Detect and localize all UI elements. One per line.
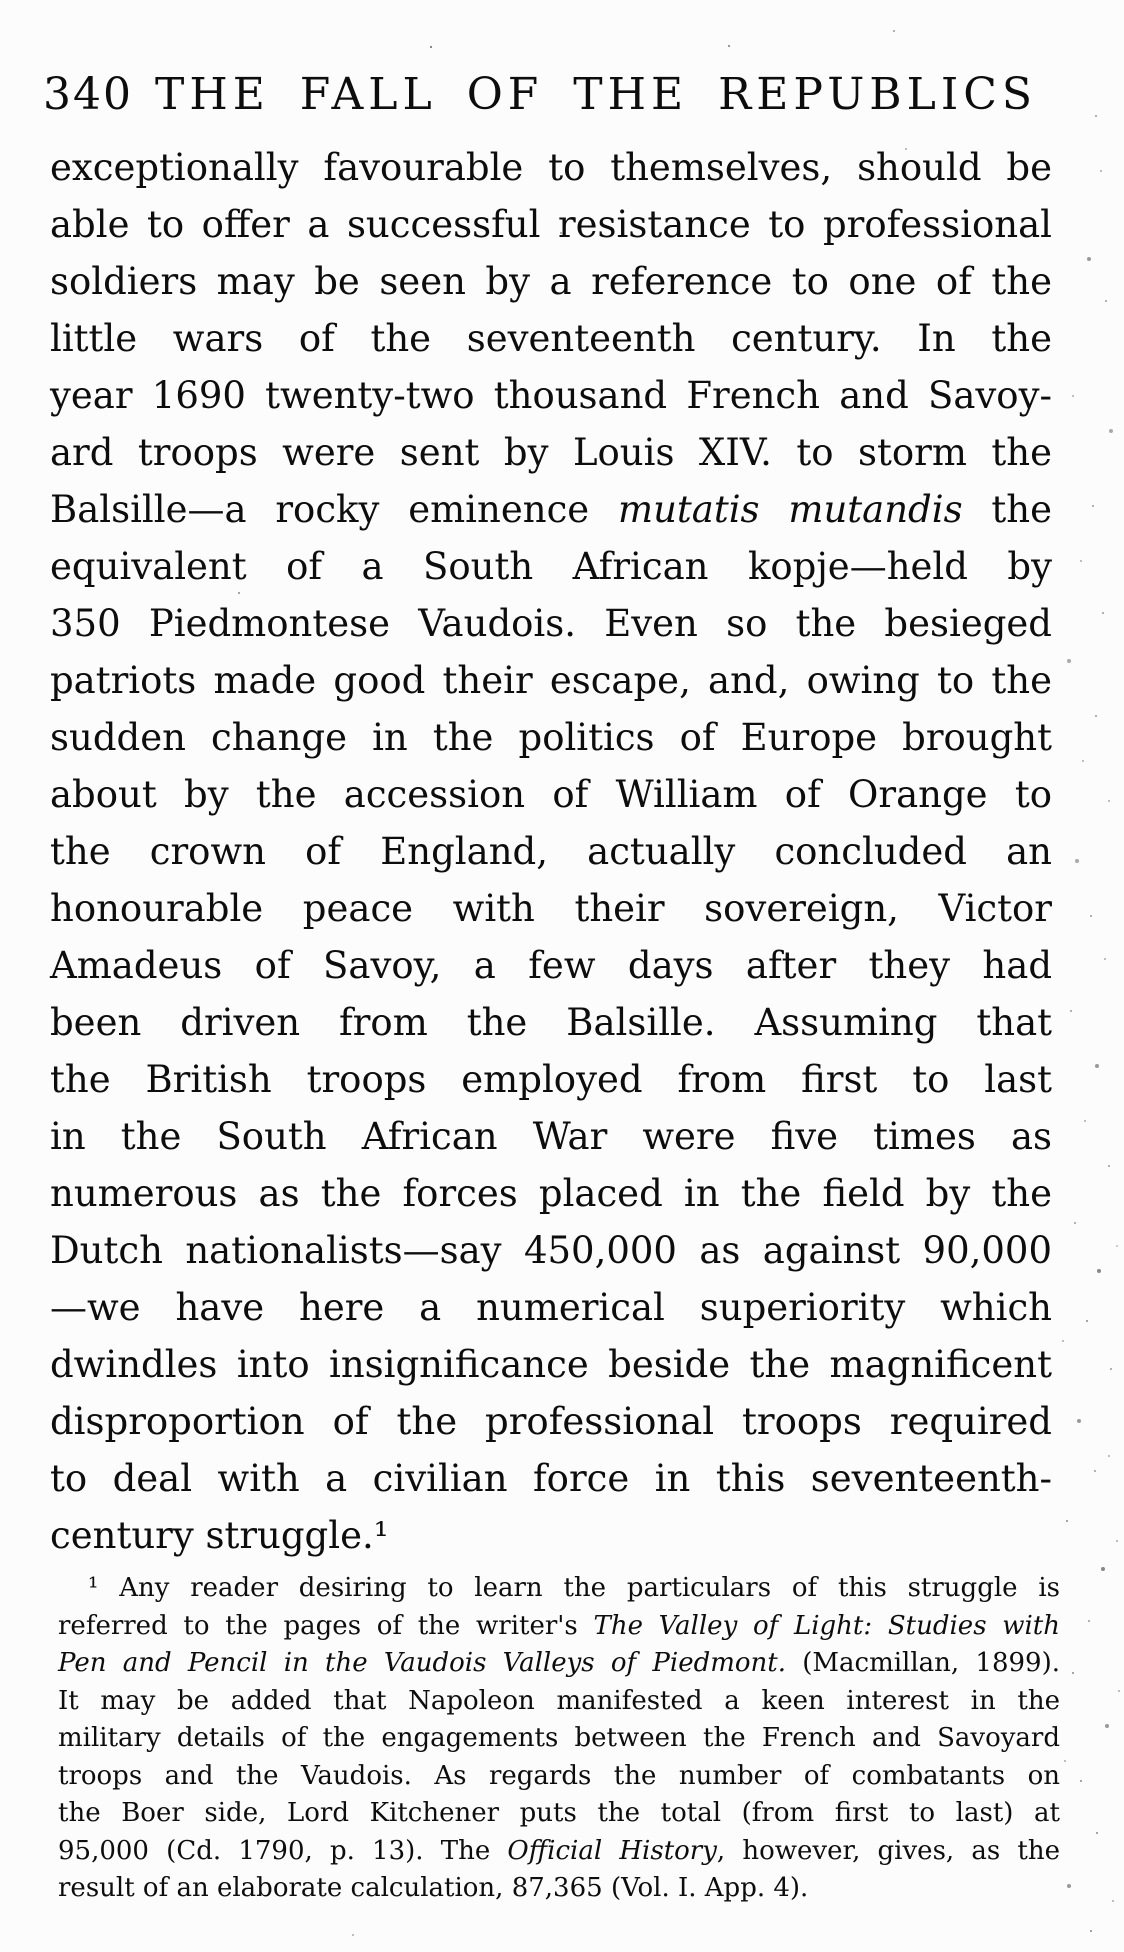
text-line: year 1690 twenty-two thousand French and Savoy- xyxy=(50,374,1052,417)
text-line: equivalent of a South African kopje—held by xyxy=(50,545,1052,588)
text-segment-italic: mutatis mutandis xyxy=(618,488,963,531)
text-line: in the South African War were five times as xyxy=(50,1115,1052,1158)
text-line: the British troops employed from first to last xyxy=(50,1058,1052,1101)
text-line: the crown of England, actually concluded an xyxy=(50,830,1052,873)
text-line: Dutch nationalists—say 450,000 as against 90,000 xyxy=(50,1229,1052,1272)
text-line: dwindles into insignificance beside the magnificent xyxy=(50,1343,1052,1386)
main-text xyxy=(50,139,1052,1564)
text-segment: the xyxy=(962,488,1052,531)
text-line: century struggle.¹ xyxy=(50,1514,389,1557)
text-line: patriots made good their escape, and, owing to the xyxy=(50,659,1052,702)
text-segment: Balsille—a rocky eminence xyxy=(50,488,619,531)
text-line: sudden change in the politics of Europe brought xyxy=(50,716,1052,759)
footnote-line xyxy=(58,1608,1060,1646)
text-line: to deal with a civilian force in this seventeenth- xyxy=(50,1457,1052,1500)
text-segment-italic: Official History xyxy=(507,1835,717,1866)
footnote-line: military details of the engagements between the French and Savoyard xyxy=(58,1723,1060,1753)
text-line xyxy=(50,481,1052,538)
text-line: Amadeus of Savoy, a few days after they had xyxy=(50,944,1052,987)
text-segment-italic: The Valley of Light: Studies with xyxy=(593,1610,1061,1641)
text-line: been driven from the Balsille. Assuming that xyxy=(50,1001,1052,1044)
text-segment: (Macmillan, 1899). xyxy=(786,1648,1061,1678)
text-segment: 95,000 (Cd. 1790, p. 13). The xyxy=(58,1835,508,1866)
text-line: soldiers may be seen by a reference to one of the xyxy=(50,260,1052,303)
text-segment: referred to the pages of the writer's xyxy=(58,1610,594,1641)
scan-noise-speckles xyxy=(0,0,2,2)
text-line: able to offer a successful resistance to professional xyxy=(50,203,1052,246)
footnote-line: result of an elaborate calculation, 87,365 (Vol. I. App. 4). xyxy=(58,1873,809,1903)
page-number: 340 xyxy=(43,69,133,120)
text-line: 350 Piedmontese Vaudois. Even so the besieged xyxy=(50,602,1052,645)
footnote-line xyxy=(58,1645,1060,1683)
text-line: little wars of the seventeenth century. In the xyxy=(50,317,1052,360)
text-line: honourable peace with their sovereign, Victor xyxy=(50,887,1052,930)
text-line: exceptionally favourable to themselves, should be xyxy=(50,146,1052,189)
footnote-line: It may be added that Napoleon manifested a keen interest in the xyxy=(58,1685,1060,1716)
footnote xyxy=(58,1570,1060,1908)
footnote-line: ¹ Any reader desiring to learn the particulars of this struggle is xyxy=(88,1573,1060,1603)
text-line: ard troops were sent by Louis XIV. to storm the xyxy=(50,431,1052,474)
running-title: THE FALL OF THE REPUBLICS xyxy=(154,69,1038,120)
text-segment-italic: Pen and Pencil in the Vaudois Valleys of Piedmont. xyxy=(58,1648,786,1678)
footnote-line: the Boer side, Lord Kitchener puts the total (from first to last) at xyxy=(58,1798,1060,1828)
footnote-line: troops and the Vaudois. As regards the number of combatants on xyxy=(58,1760,1060,1791)
text-line: about by the accession of William of Orange to xyxy=(50,773,1052,816)
text-line: disproportion of the professional troops required xyxy=(50,1400,1052,1443)
text-segment: , however, gives, as the xyxy=(716,1835,1060,1866)
running-header xyxy=(43,71,1053,119)
text-line: numerous as the forces placed in the field by the xyxy=(50,1172,1052,1215)
footnote-line xyxy=(58,1833,1060,1871)
text-line: —we have here a numerical superiority which xyxy=(50,1286,1052,1329)
